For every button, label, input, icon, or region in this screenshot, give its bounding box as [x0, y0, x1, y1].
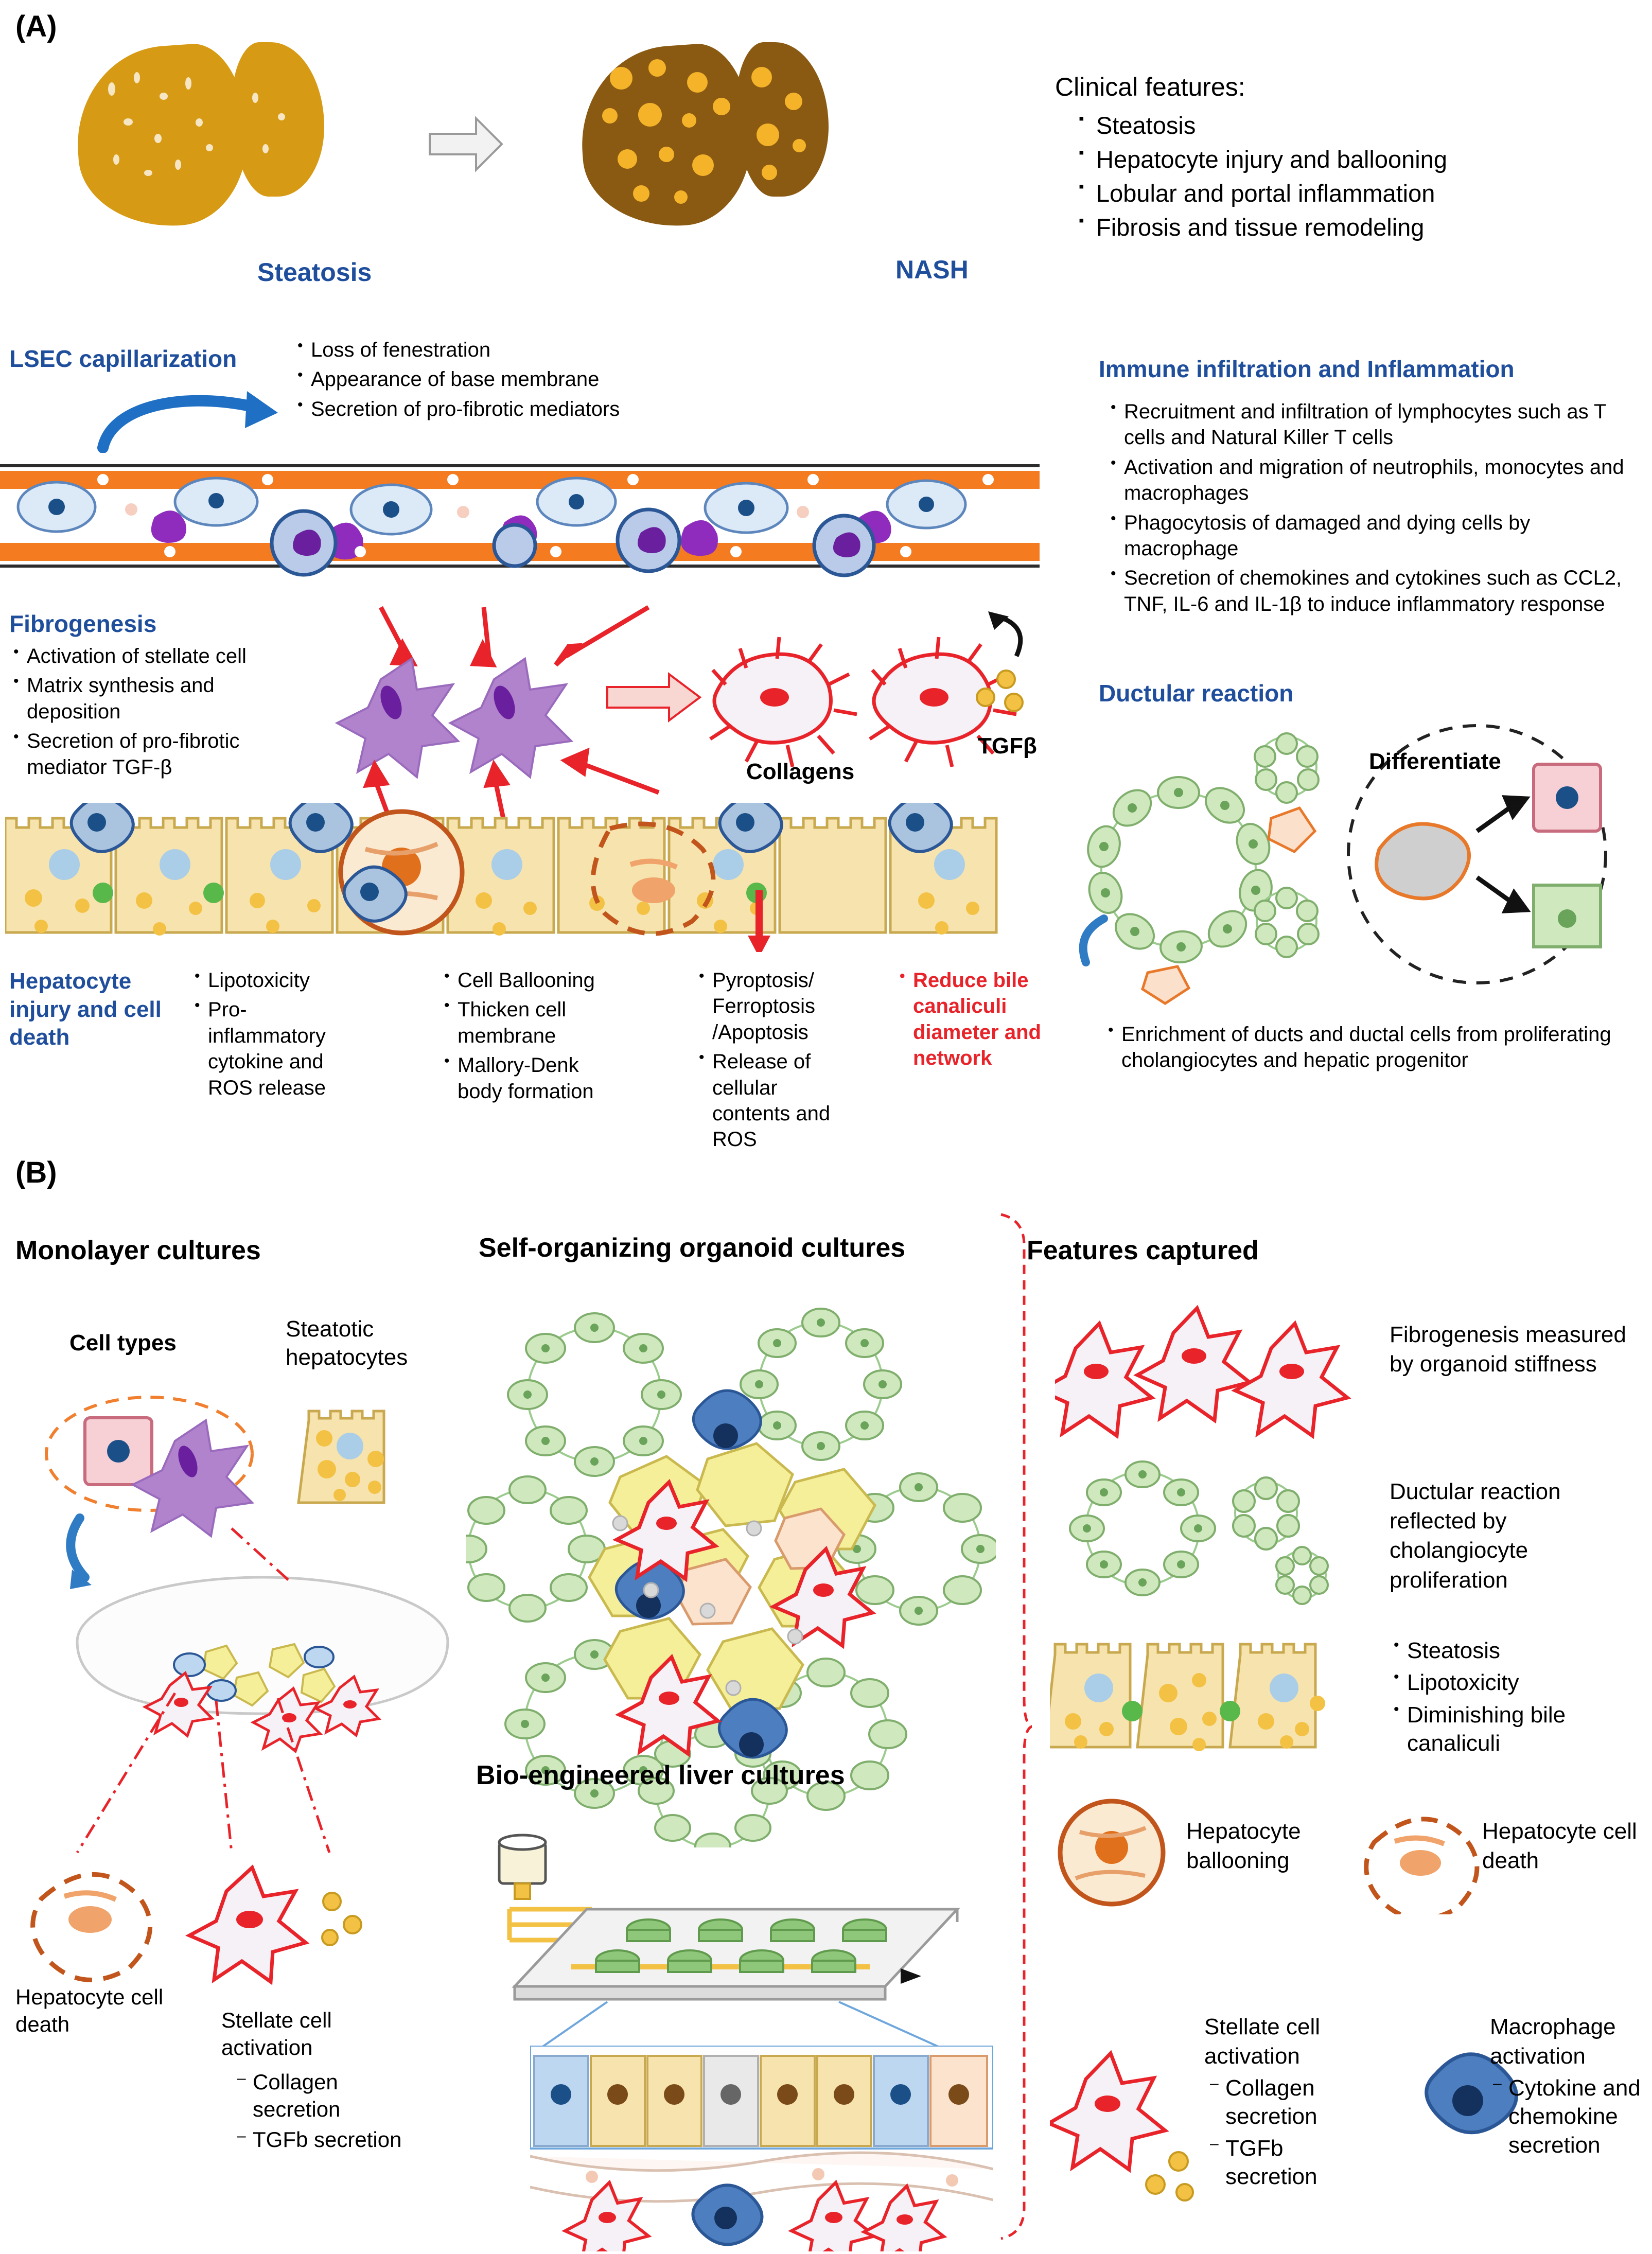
features-steatosis-illustration [1050, 1631, 1364, 1760]
list-item: • Steatosis [1390, 1636, 1616, 1665]
list-item: • Enrichment of ducts and ductal cells from proliferating cholangiocytes and hepatic progenitor [1104, 1022, 1629, 1073]
list-item: • Pro-inflammatory cytokine and ROS release [190, 997, 345, 1101]
list-item: • Activation of stellate cell [9, 643, 297, 669]
list-item: • Release of cellular contents and ROS [695, 1049, 854, 1153]
list-item: • Secretion of chemokines and cytokines such as CCL2, TNF, IL-6 and IL-1β to induce inflammatory response [1106, 565, 1631, 617]
sinusoid-illustration [0, 440, 1040, 594]
list-item: • Diminishing bile canaliculi [1390, 1701, 1616, 1758]
features-fibrogenesis-text: Fibrogenesis measured by organoid stiffness [1390, 1322, 1626, 1377]
list-item: • Mallory-Denk body formation [440, 1052, 610, 1104]
lsec-list [293, 337, 720, 426]
hepatocyte-injury-col4 [895, 967, 1045, 1075]
features-ductular-text: Ductular reaction reflected by cholangiocyte proliferation [1390, 1479, 1561, 1593]
transition-arrow-icon [427, 113, 504, 175]
bioengineered-inset-illustration [530, 2046, 993, 2251]
list-item: – Collagen secretion [234, 2069, 430, 2123]
features-celldeath-label: Hepatocyte cell death [1482, 1819, 1637, 1874]
hepatocyte-injury-col2 [440, 967, 610, 1108]
list-item: • Thicken cell membrane [440, 997, 610, 1049]
list-item: • Reduce bile canaliculi diameter and network [895, 967, 1045, 1071]
bioengineered-illustration [479, 1832, 1009, 2079]
liver-steatosis-illustration [77, 31, 293, 237]
hepatocyte-row-illustration [5, 803, 1050, 952]
liver-nash-illustration [582, 31, 798, 237]
immune-list [1106, 399, 1631, 621]
ductular-list [1104, 1022, 1629, 1077]
ductular-title: Ductular reaction [1099, 680, 1294, 707]
list-item: • Secretion of pro-fibrotic mediators [293, 396, 720, 422]
fibrogenesis-illustration [288, 597, 1040, 834]
organoid-title: Self-organizing organoid cultures [479, 1233, 906, 1263]
list-item: • Appearance of base membrane [293, 366, 720, 392]
tgfb-label: TGFβ [978, 733, 1037, 759]
features-fibrogenesis-illustration [1055, 1287, 1364, 1441]
list-item: • Loss of fenestration [293, 337, 720, 363]
list-item: – TGFb secretion [234, 2126, 430, 2154]
list-item: – TGFb secretion [1207, 2134, 1377, 2191]
fibrogenesis-title: Fibrogenesis [9, 610, 157, 637]
cell-types-label: Cell types [69, 1330, 177, 1355]
features-macrophage-list [1490, 2074, 1644, 2162]
clinical-features-list [1055, 110, 1631, 243]
features-macrophage-title: Macrophage activation [1490, 2014, 1616, 2069]
liver-steatosis-label: Steatosis [257, 258, 372, 287]
panel-a-label: (A) [15, 10, 57, 43]
list-item: • Pyroptosis/ Ferroptosis /Apoptosis [695, 967, 854, 1045]
list-item: • Cell Ballooning [440, 967, 610, 993]
monolayer-title: Monolayer cultures [15, 1236, 261, 1265]
lsec-title: LSEC capillarization [9, 345, 237, 372]
list-item: • Recruitment and infiltration of lymphocytes such as T cells and Natural Killer T cells [1106, 399, 1631, 451]
list-item: ▪ Fibrosis and tissue remodeling [1076, 212, 1631, 243]
features-bracket [991, 1209, 1032, 2249]
hepatocyte-injury-col1 [190, 967, 345, 1104]
list-item: ▪ Hepatocyte injury and ballooning [1076, 144, 1631, 175]
list-item: • Secretion of pro-fibrotic mediator TGF-β [9, 728, 297, 780]
fibrogenesis-list [9, 643, 297, 784]
features-steatosis-list [1390, 1636, 1616, 1762]
bioengineered-title: Bio-engineered liver cultures [476, 1760, 845, 1790]
list-item: • Matrix synthesis and deposition [9, 673, 297, 725]
differentiate-label: Differentiate [1369, 749, 1501, 774]
stellate-activation-title-left: Stellate cell activation [221, 2008, 332, 2059]
clinical-features-block [1055, 72, 1631, 246]
features-title: Features captured [1027, 1236, 1259, 1265]
list-item: – Collagen secretion [1207, 2074, 1377, 2131]
list-item: – Cytokine and chemokine secretion [1490, 2074, 1644, 2159]
features-stellate-title: Stellate cell activation [1204, 2014, 1321, 2069]
steatotic-hepatocytes-label: Steatotic hepatocytes [286, 1316, 408, 1370]
list-item: • Activation and migration of neutrophils, monocytes and macrophages [1106, 454, 1631, 506]
liver-nash-label: NASH [895, 255, 969, 284]
hepatocyte-injury-col3 [695, 967, 854, 1156]
features-stellate-list [1207, 2074, 1377, 2194]
hepatocyte-cell-death-label-left: Hepatocyte cell death [15, 1985, 164, 2036]
list-item: • Lipotoxicity [1390, 1668, 1616, 1697]
collagens-label: Collagens [746, 759, 855, 784]
list-item: ▪ Steatosis [1076, 110, 1631, 141]
features-ballooning-label: Hepatocyte ballooning [1186, 1819, 1301, 1874]
ductular-illustration [1070, 720, 1637, 1009]
list-item: ▪ Lobular and portal inflammation [1076, 178, 1631, 209]
panel-b-label: (B) [15, 1156, 57, 1189]
clinical-features-title: Clinical features: [1055, 73, 1245, 101]
hepatocyte-injury-title: Hepatocyte injury and cell death [9, 968, 162, 1050]
list-item: • Lipotoxicity [190, 967, 345, 993]
list-item: • Phagocytosis of damaged and dying cells by macrophage [1106, 510, 1631, 562]
immune-title: Immune infiltration and Inflammation [1099, 356, 1515, 382]
stellate-activation-list-left [234, 2069, 430, 2157]
features-ductular-illustration [1060, 1451, 1359, 1606]
